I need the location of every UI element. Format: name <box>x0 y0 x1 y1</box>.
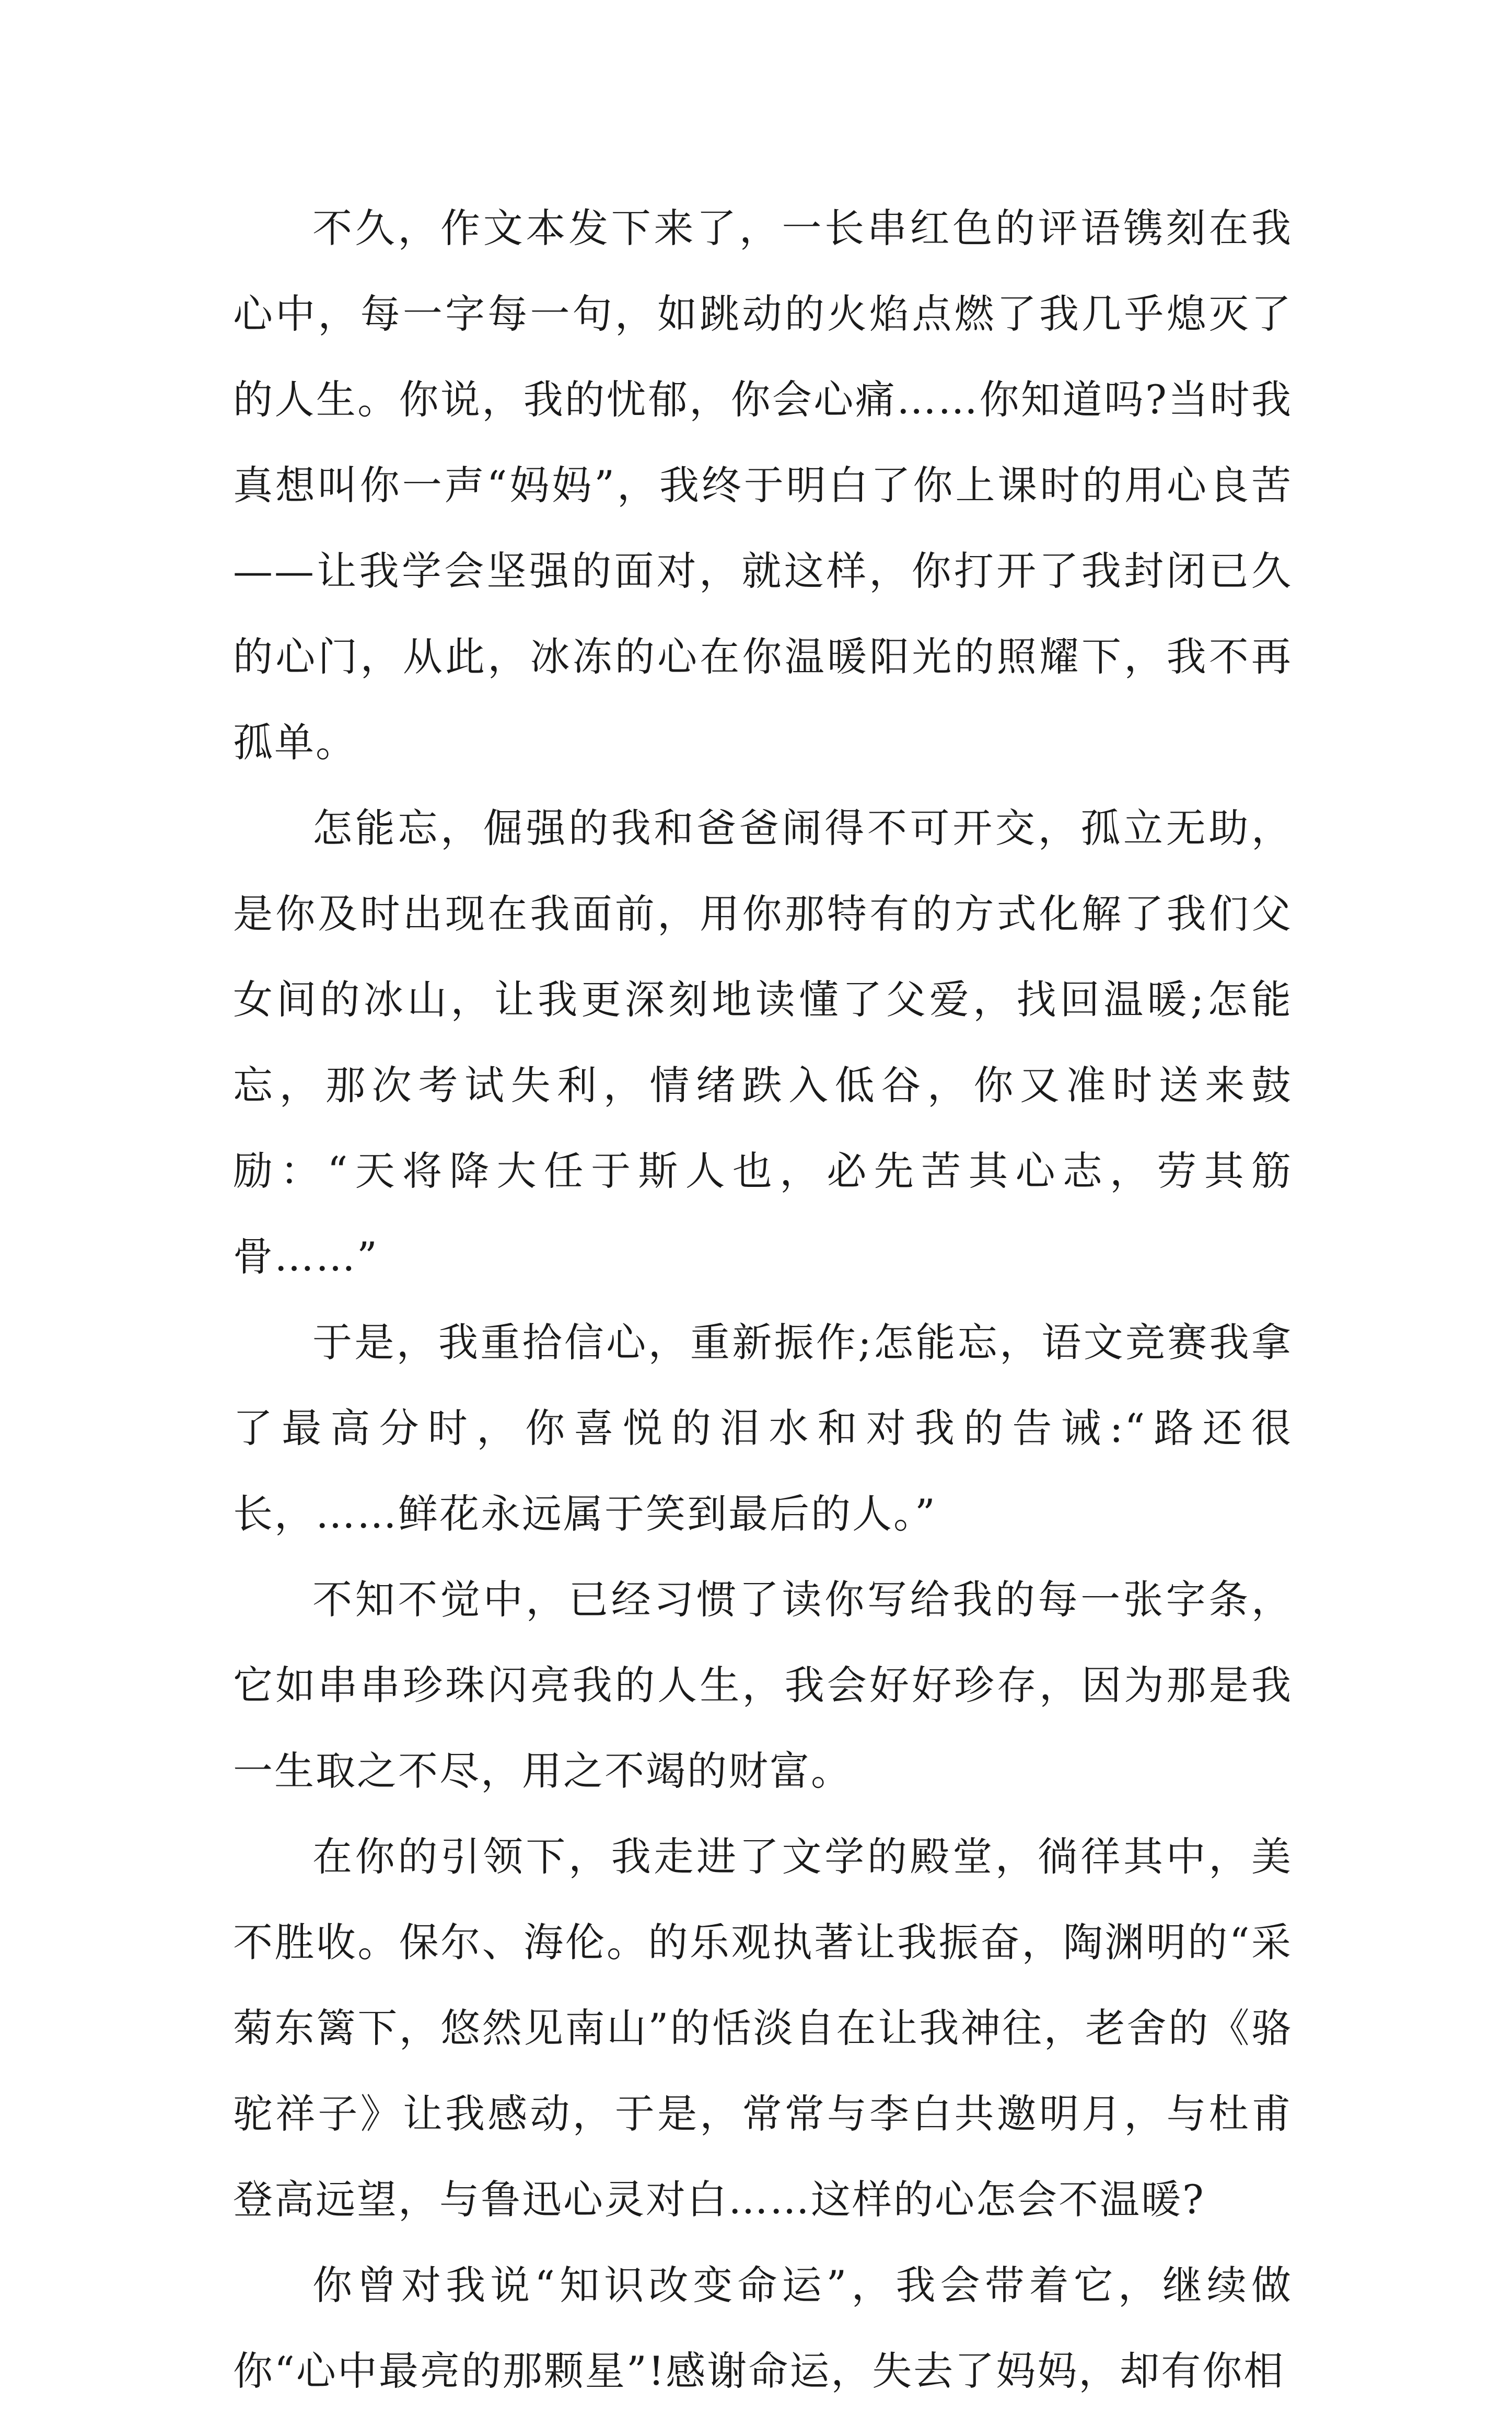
paragraph-2: 怎能忘，倔强的我和爸爸闹得不可开交，孤立无助，是你及时出现在我面前，用你那特有的方式化解了我们父女间的冰山，让我更深刻地读懂了父爱，找回温暖;怎能忘，那次考试失利，情绪跌入低谷，你又准时送来鼓励：“天将降大任于斯人也，必先苦其心志，劳其筋骨……” <box>233 805 1293 1280</box>
paragraph-1: 不久，作文本发下来了，一长串红色的评语镌刻在我心中，每一字每一句，如跳动的火焰点燃了我几乎熄灭了的人生。你说，我的忧郁，你会心痛……你知道吗?当时我真想叫你一声“妈妈”，我终于明白了你上课时的用心良苦——让我学会坚强的面对，就这样，你打开了我封闭已久的心门，从此，冰冻的心在你温暖阳光的照耀下，我不再孤单。 <box>233 205 1293 766</box>
paragraph-3: 于是，我重拾信心，重新振作;怎能忘，语文竞赛我拿了最高分时，你喜悦的泪水和对我的告诫:“路还很长，……鲜花永远属于笑到最后的人。” <box>233 1319 1293 1537</box>
paragraph-4: 不知不觉中，已经习惯了读你写给我的每一张字条，它如串串珍珠闪亮我的人生，我会好好珍存，因为那是我一生取之不尽，用之不竭的财富。 <box>233 1576 1293 1794</box>
paragraph-6: 你曾对我说“知识改变命运”，我会带着它，继续做你“心中最亮的那颗星”!感谢命运，失去了妈妈，却有你相 <box>233 2262 1293 2394</box>
paragraph-5: 在你的引领下，我走进了文学的殿堂，徜徉其中，美不胜收。保尔、海伦。的乐观执著让我振奋，陶渊明的“采菊东篱下，悠然见南山”的恬淡自在让我神往，老舍的《骆驼祥子》让我感动，于是，常常与李白共邀明月，与杜甫登高远望，与鲁迅心灵对白……这样的心怎会不温暖? <box>233 1833 1293 2223</box>
document-body <box>233 186 1293 2414</box>
